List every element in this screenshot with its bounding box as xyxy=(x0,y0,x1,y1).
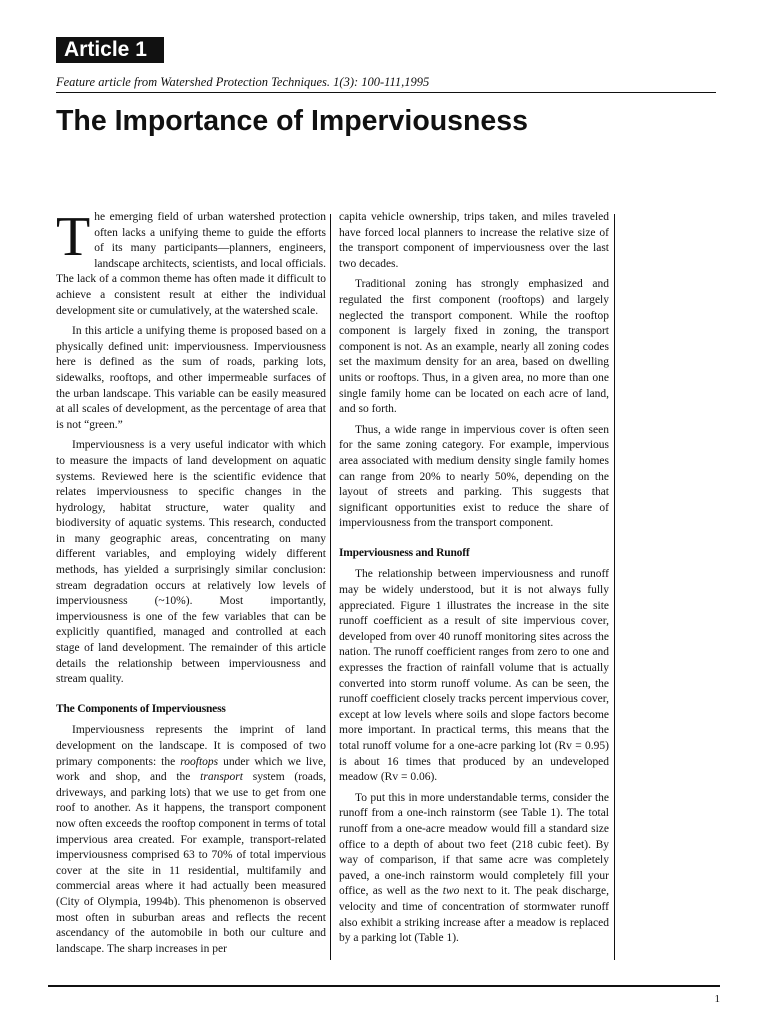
paragraph-text: under which we live, work and shop, and the xyxy=(56,755,326,784)
paragraph: The relationship between imperviousness and runoff may be widely understood, but it is not always fully appreciated. Figure 1 illustrates the increase in the site runoff coefficient as a result of site impervious cover, developed from over 40 runoff monitoring sites across the nation. The runoff coefficient ranges from zero to one and expresses the fraction of rainfall volume that is actually converted into storm runoff volume. As can be seen, the runoff coefficient closely tracks percent impervious cover, except at low levels where soils and slope factors become more important. In practical terms, this means that the total runoff volume for a one-acre parking lot (Rv = 0.95) is about 16 times that produced by an undeveloped meadow (Rv = 0.06). xyxy=(339,568,609,784)
header-rule xyxy=(56,92,716,93)
paragraph-text: system (roads, driveways, and parking lots) that we use to get from one roof to another. As it happens, the transport component now often exceeds the rooftop component in terms of total impervious area created. For example, transport-related imperviousness comprised 63 to 70% of total impervious cover at the site in 11 residential, multifamily and commercial areas where it had actually been measured (City of Olympia, 1994b). This phenomenon is observed most often in suburban areas and reflects the recent ascendancy of the automobile in both our culture and landscape. The sharp increases in per xyxy=(56,771,327,955)
right-column xyxy=(339,210,609,952)
emphasis: two xyxy=(442,885,460,898)
paragraph: Imperviousness is a very useful indicator with which to measure the impacts of land development on aquatic systems. Reviewed here is the scientific evidence that relates imperviousness to specific changes in the hydrology, habitat structure, water quality and biodiversity of aquatic systems. This research, conducted in many geographic areas, concentrating on many different variables, and employing widely different methods, has yielded a surprisingly similar conclusion: stream degradation occurs at relatively low levels of imperviousness (~10%). Most importantly, imperviousness is one of the few variables that can be explicitly quantified, managed and controlled at each stage of land development. The remainder of this article details the relationship between imperviousness and stream quality. xyxy=(56,439,326,686)
paragraph-text: he emerging field of urban watershed protection often lacks a unifying theme to guide the efforts of its many participants—planners, engineers, landscape architects, scientists, and local officials. The lack of a common theme has often made it difficult to achieve a consistent result at either the individual development site or cumulatively, at the watershed scale. xyxy=(56,211,326,317)
column-divider-right xyxy=(614,214,615,960)
section-heading: Imperviousness and Runoff xyxy=(339,546,470,559)
paragraph-text: next to it. The peak discharge, velocity and time of concentration of stormwater runoff also exhibit a striking increase after a meadow is replaced by a parking lot (Table 1). xyxy=(339,885,609,945)
emphasis: rooftops xyxy=(180,755,219,768)
paragraph: In this article a unifying theme is proposed based on a physically defined unit: imperviousness. Imperviousness here is defined as the sum of roads, parking lots, sidewalks, rooftops, and other impermeable surfaces of the urban landscape. This variable can be easily measured at all scales of development, as the percentage of area that is not “green.” xyxy=(56,325,326,431)
footer-rule xyxy=(48,985,720,987)
paragraph-text: Imperviousness represents the imprint of land development on the landscape. It is composed of two primary components: the xyxy=(56,724,326,768)
paragraph-text: To put this in more understandable terms, consider the runoff from a one-inch rainstorm (see Table 1). The total runoff from a one-acre meadow would fill a standard size office to a depth of about two feet (218 cubic feet). By way of comparison, if that same acre was completely paved, a one-inch rainstorm would completely fill your office, as well as the xyxy=(339,791,609,898)
paragraph xyxy=(339,791,609,947)
paragraph xyxy=(56,723,326,957)
section-heading: The Components of Imperviousness xyxy=(56,702,226,715)
left-column xyxy=(56,206,327,962)
article-title: The Importance of Imperviousness xyxy=(56,105,528,137)
article-badge: Article 1 xyxy=(56,37,164,63)
source-citation: Feature article from Watershed Protection Techniques. 1(3): 100-111,1995 xyxy=(56,75,430,89)
paragraph xyxy=(56,206,326,319)
paragraph: Traditional zoning has strongly emphasized and regulated the first component (rooftops) and largely neglected the transport component. While the rooftop component is largely fixed in zoning, the transport component is not. As an example, nearly all zoning codes set the maximum density for an area, based on dwelling units or rooftops. Thus, in a given area, no more than one single family home can be located on each acre of land, and so forth. xyxy=(339,278,609,416)
column-divider-left xyxy=(330,214,331,960)
emphasis: transport xyxy=(200,771,243,784)
paragraph: Thus, a wide range in impervious cover is often seen for the same zoning category. For example, impervious area associated with medium density single family homes can range from 20% to nearly 50%, depending on the layout of streets and parking. This suggests that significant opportunities exist to reduce the share of imperviousness from the transport component. xyxy=(339,423,609,530)
paragraph: capita vehicle ownership, trips taken, and miles traveled have forced local planners to increase the relative size of the transport component of imperviousness over the last two decades. xyxy=(339,211,609,270)
drop-cap: T xyxy=(56,206,91,268)
page-number: 1 xyxy=(714,993,720,1005)
